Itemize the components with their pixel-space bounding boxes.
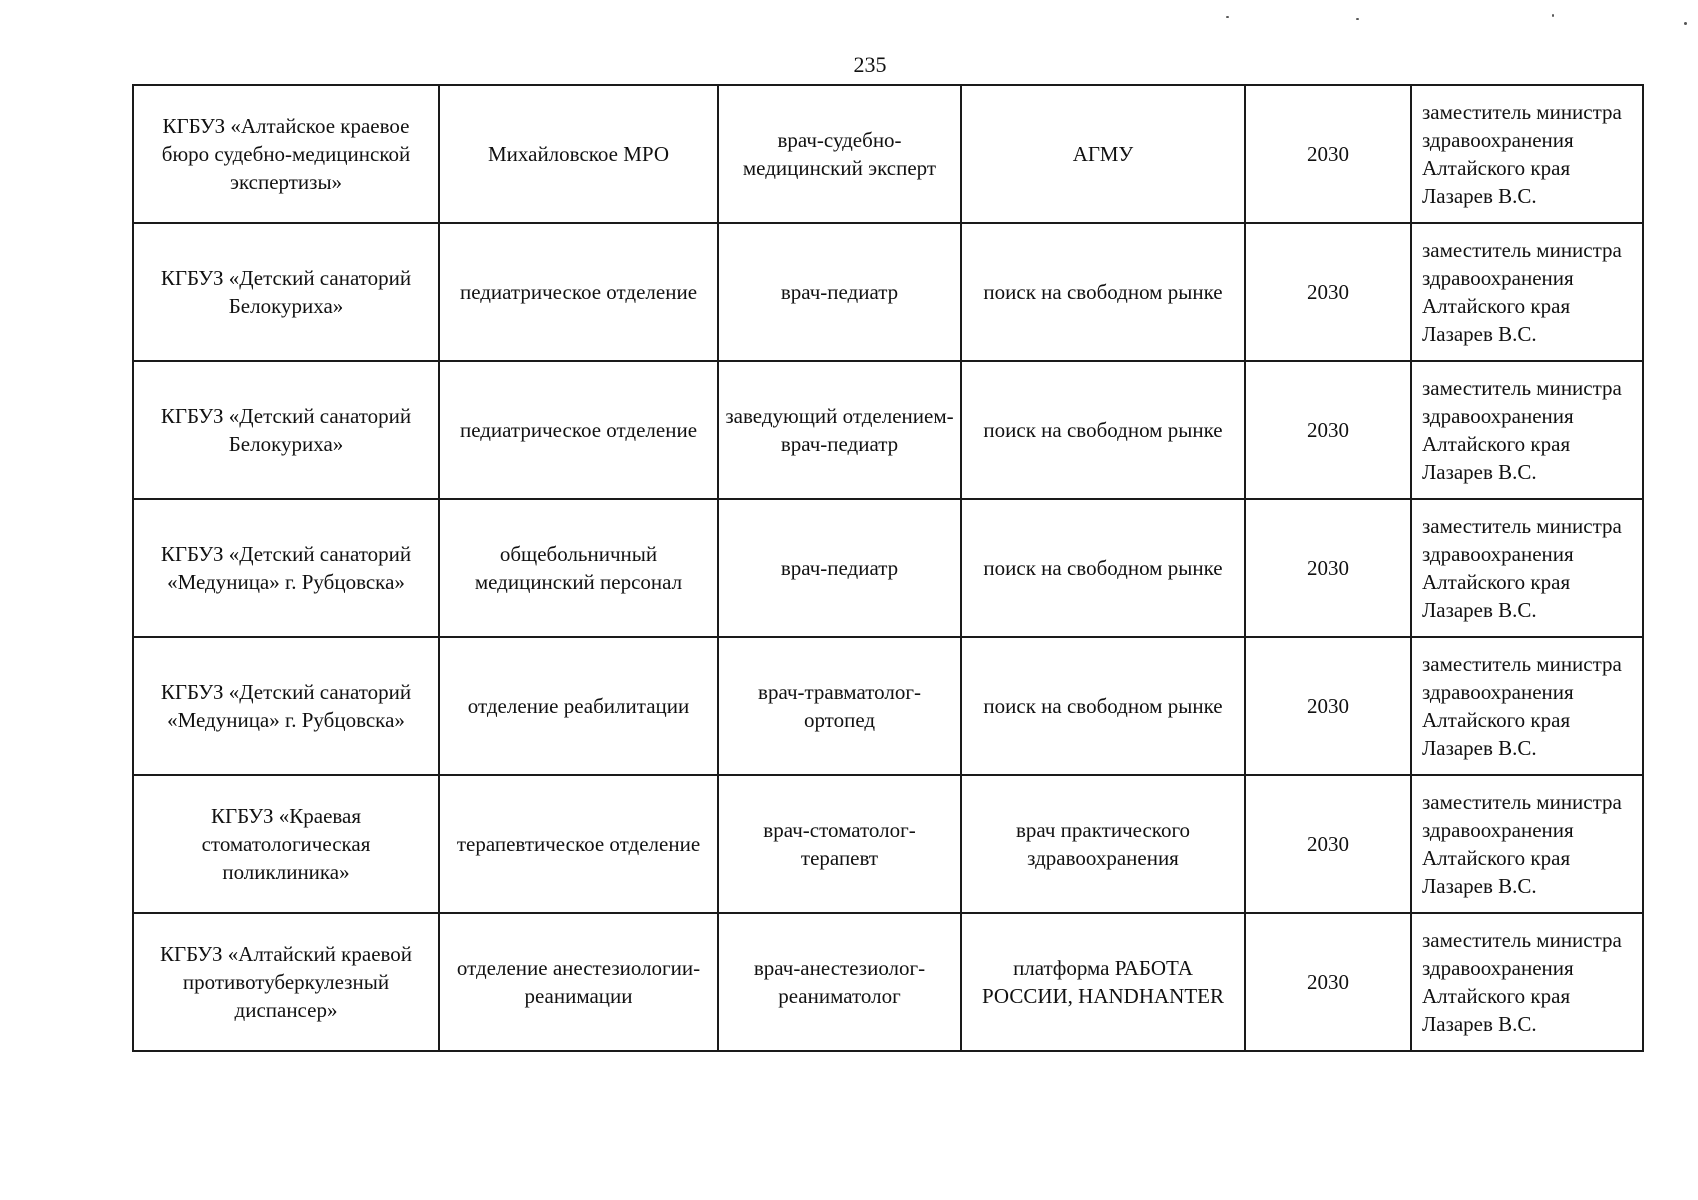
source-cell: поиск на свободном рынке <box>961 637 1245 775</box>
year-cell: 2030 <box>1245 637 1411 775</box>
year-cell: 2030 <box>1245 223 1411 361</box>
scan-speck <box>1226 16 1229 18</box>
year-cell: 2030 <box>1245 775 1411 913</box>
position-cell: врач-стоматолог-терапевт <box>718 775 961 913</box>
department-cell: педиатрическое отделение <box>439 361 718 499</box>
year-cell: 2030 <box>1245 913 1411 1051</box>
responsible-cell: заместитель министра здравоохранения Алтайского края Лазарев В.С. <box>1411 913 1643 1051</box>
organization-cell: КГБУЗ «Краевая стоматологическая поликлиника» <box>133 775 439 913</box>
source-cell: АГМУ <box>961 85 1245 223</box>
responsible-cell: заместитель министра здравоохранения Алтайского края Лазарев В.С. <box>1411 85 1643 223</box>
organization-cell: КГБУЗ «Детский санаторий «Медуница» г. Рубцовска» <box>133 637 439 775</box>
department-cell: терапевтическое отделение <box>439 775 718 913</box>
source-cell: поиск на свободном рынке <box>961 361 1245 499</box>
responsible-cell: заместитель министра здравоохранения Алтайского края Лазарев В.С. <box>1411 637 1643 775</box>
responsible-cell: заместитель министра здравоохранения Алтайского края Лазарев В.С. <box>1411 223 1643 361</box>
department-cell: Михайловское МРО <box>439 85 718 223</box>
source-cell: врач практического здравоохранения <box>961 775 1245 913</box>
organization-cell: КГБУЗ «Алтайский краевой противотуберкулезный диспансер» <box>133 913 439 1051</box>
organization-cell: КГБУЗ «Детский санаторий Белокуриха» <box>133 361 439 499</box>
table-row <box>133 775 1643 913</box>
table-row <box>133 637 1643 775</box>
position-cell: врач-анестезиолог-реаниматолог <box>718 913 961 1051</box>
scan-speck <box>1552 14 1554 17</box>
table-row <box>133 223 1643 361</box>
organization-cell: КГБУЗ «Детский санаторий Белокуриха» <box>133 223 439 361</box>
organization-cell: КГБУЗ «Алтайское краевое бюро судебно-медицинской экспертизы» <box>133 85 439 223</box>
scan-speck <box>1684 22 1687 25</box>
department-cell: общебольничный медицинский персонал <box>439 499 718 637</box>
year-cell: 2030 <box>1245 85 1411 223</box>
organization-cell: КГБУЗ «Детский санаторий «Медуница» г. Рубцовска» <box>133 499 439 637</box>
position-cell: врач-судебно-медицинский эксперт <box>718 85 961 223</box>
table-row <box>133 913 1643 1051</box>
responsible-cell: заместитель министра здравоохранения Алтайского края Лазарев В.С. <box>1411 499 1643 637</box>
responsible-cell: заместитель министра здравоохранения Алтайского края Лазарев В.С. <box>1411 361 1643 499</box>
source-cell: поиск на свободном рынке <box>961 223 1245 361</box>
year-cell: 2030 <box>1245 499 1411 637</box>
position-cell: врач-педиатр <box>718 499 961 637</box>
department-cell: отделение анестезиологии-реанимации <box>439 913 718 1051</box>
table-row <box>133 361 1643 499</box>
department-cell: отделение реабилитации <box>439 637 718 775</box>
page-number: 235 <box>853 52 887 77</box>
table-row <box>133 499 1643 637</box>
position-cell: заведующий отделением-врач-педиатр <box>718 361 961 499</box>
source-cell: поиск на свободном рынке <box>961 499 1245 637</box>
department-cell: педиатрическое отделение <box>439 223 718 361</box>
year-cell: 2030 <box>1245 361 1411 499</box>
staffing-table <box>132 84 1644 1052</box>
table-row <box>133 85 1643 223</box>
position-cell: врач-травматолог-ортопед <box>718 637 961 775</box>
responsible-cell: заместитель министра здравоохранения Алтайского края Лазарев В.С. <box>1411 775 1643 913</box>
scan-speck <box>1356 18 1359 20</box>
source-cell: платформа РАБОТА РОССИИ, HANDHANTER <box>961 913 1245 1051</box>
position-cell: врач-педиатр <box>718 223 961 361</box>
